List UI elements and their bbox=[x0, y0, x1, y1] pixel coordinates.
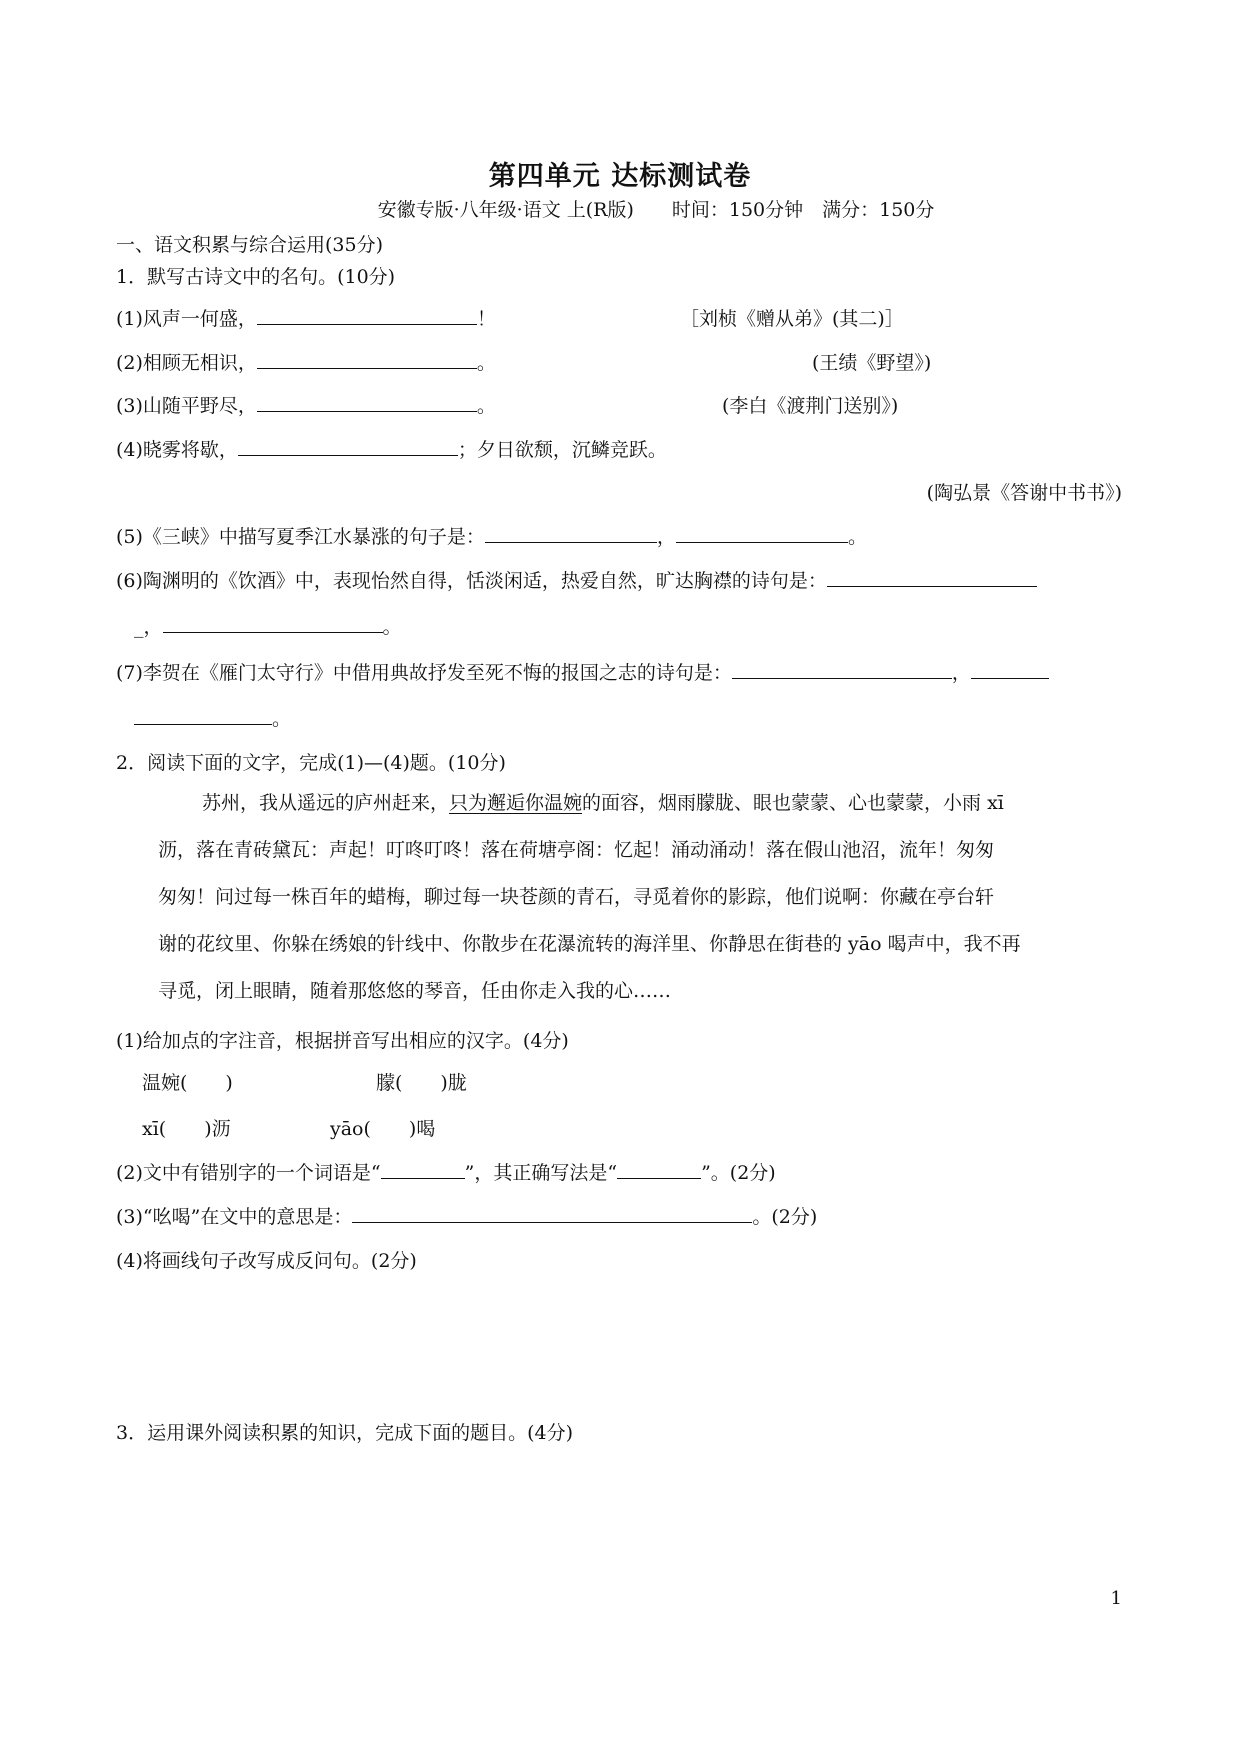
item-text: (3)山随平野尽， bbox=[116, 395, 257, 417]
item-text: 。 bbox=[272, 708, 292, 730]
q1-item-4-source: (陶弘景《答谢中书书》) bbox=[926, 482, 1122, 504]
pinyin-item[interactable]: 朦( )胧 bbox=[376, 1072, 467, 1094]
answer-blank[interactable] bbox=[381, 1160, 465, 1179]
passage-line bbox=[202, 790, 1004, 816]
item-text: 。 bbox=[847, 526, 867, 548]
answer-blank[interactable] bbox=[676, 524, 848, 543]
q1-item-6-cont bbox=[134, 614, 402, 640]
answer-blank[interactable] bbox=[257, 306, 477, 325]
q1-item-1-source: ［刘桢《赠从弟》(其二)］ bbox=[680, 308, 904, 330]
passage-line: 沥，落在青砖黛瓦：声起！叮咚叮咚！落在荷塘亭阁：忆起！涌动涌动！落在假山池沼，流年！匆匆 bbox=[158, 839, 995, 861]
item-text: (3)“吆喝”在文中的意思是： bbox=[116, 1206, 353, 1228]
section-heading: 一、语文积累与综合运用(35分) bbox=[116, 234, 384, 256]
answer-blank[interactable] bbox=[352, 1204, 752, 1223]
q1-item-5 bbox=[116, 524, 867, 550]
answer-blank[interactable] bbox=[971, 660, 1049, 679]
item-text: (2)文中有错别字的一个词语是“ bbox=[116, 1162, 381, 1184]
item-text: ， bbox=[951, 662, 971, 684]
q1-item-7 bbox=[116, 660, 1049, 686]
q2-sub-2 bbox=[116, 1160, 776, 1186]
pinyin-item[interactable]: xī( )沥 bbox=[142, 1118, 231, 1140]
item-text: (7)李贺在《雁门太守行》中借用典故抒发至死不悔的报国之志的诗句是： bbox=[116, 662, 732, 684]
answer-blank[interactable] bbox=[827, 568, 1037, 587]
passage-text: 的面容，烟雨朦胧、眼也蒙蒙、心也蒙蒙，小雨 xī bbox=[582, 792, 1004, 814]
item-text: (6)陶渊明的《饮酒》中，表现怡然自得，恬淡闲适，热爱自然，旷达胸襟的诗句是： bbox=[116, 570, 827, 592]
answer-blank[interactable] bbox=[238, 437, 458, 456]
item-text: (1)风声一何盛， bbox=[116, 308, 257, 330]
q1-item-1 bbox=[116, 306, 496, 332]
item-text: (2)相顾无相识， bbox=[116, 352, 257, 374]
question-3-stem: 3．运用课外阅读积累的知识，完成下面的题目。(4分) bbox=[116, 1422, 574, 1444]
page-title: 第四单元 达标测试卷 bbox=[488, 161, 752, 192]
item-text: ”。(2分) bbox=[701, 1162, 776, 1184]
item-text: ”，其正确写法是“ bbox=[464, 1162, 618, 1184]
answer-blank[interactable] bbox=[134, 706, 272, 725]
q2-sub-3 bbox=[116, 1204, 817, 1230]
answer-blank[interactable] bbox=[485, 524, 657, 543]
answer-blank[interactable] bbox=[163, 614, 383, 633]
item-text: ！ bbox=[476, 308, 496, 330]
item-text: _， bbox=[134, 616, 163, 638]
answer-blank[interactable] bbox=[257, 393, 477, 412]
pinyin-item[interactable]: yāo( )喝 bbox=[330, 1118, 436, 1140]
q1-item-2-source: (王绩《野望》) bbox=[812, 352, 932, 374]
q1-item-6 bbox=[116, 568, 1037, 594]
q2-sub-4: (4)将画线句子改写成反问句。(2分) bbox=[116, 1250, 417, 1272]
passage-text: 苏州，我从遥远的庐州赶来， bbox=[202, 792, 450, 814]
answer-blank[interactable] bbox=[617, 1160, 701, 1179]
item-text: 。(2分) bbox=[752, 1206, 818, 1228]
question-1-stem: 1．默写古诗文中的名句。(10分) bbox=[116, 266, 396, 288]
passage-line: 谢的花纹里、你躲在绣娘的针线中、你散步在花瀑流转的海洋里、你静思在街巷的 yāo 喝声中，我不再 bbox=[158, 933, 1021, 955]
pinyin-item[interactable]: 温婉( ) bbox=[142, 1072, 233, 1094]
q1-item-7-cont bbox=[134, 706, 291, 732]
item-text: 。 bbox=[476, 352, 496, 374]
q1-item-3-source: (李白《渡荆门送别》) bbox=[722, 395, 899, 417]
question-2-stem: 2．阅读下面的文字，完成(1)—(4)题。(10分) bbox=[116, 752, 506, 774]
q2-sub-1: (1)给加点的字注音，根据拼音写出相应的汉字。(4分) bbox=[116, 1030, 569, 1052]
q1-item-2 bbox=[116, 350, 496, 376]
item-text: ， bbox=[656, 526, 676, 548]
page-number: 1 bbox=[1110, 1588, 1122, 1609]
answer-blank[interactable] bbox=[732, 660, 952, 679]
q1-item-4 bbox=[116, 437, 667, 463]
answer-blank[interactable] bbox=[257, 350, 477, 369]
item-text: 。 bbox=[476, 395, 496, 417]
item-text: (4)晓雾将歇， bbox=[116, 439, 238, 461]
item-text: (5)《三峡》中描写夏季江水暴涨的句子是： bbox=[116, 526, 485, 548]
underlined-sentence: 只为邂逅你温婉 bbox=[449, 792, 583, 814]
exam-subtitle: 安徽专版·八年级·语文 上(R版) 时间：150分钟 满分：150分 bbox=[377, 199, 935, 221]
item-text: ；夕日欲颓，沉鳞竞跃。 bbox=[457, 439, 667, 461]
passage-line: 寻觅，闭上眼睛，随着那悠悠的琴音，任由你走入我的心…… bbox=[158, 980, 672, 1002]
item-text: 。 bbox=[382, 616, 402, 638]
passage-line: 匆匆！问过每一株百年的蜡梅，聊过每一块苍颜的青石，寻觅着你的影踪，他们说啊：你藏在亭台轩 bbox=[158, 886, 995, 908]
q1-item-3 bbox=[116, 393, 496, 419]
